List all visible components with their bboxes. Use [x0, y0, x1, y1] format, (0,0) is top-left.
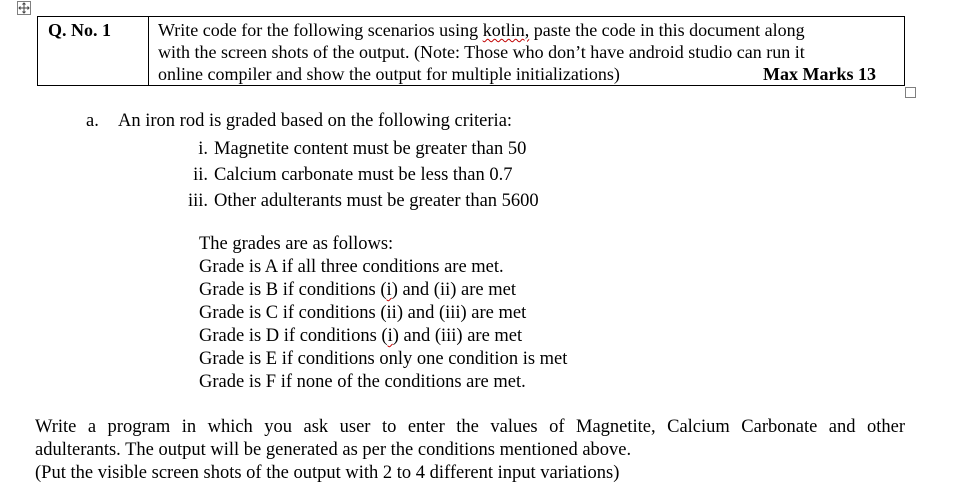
- question-text-cell: [149, 17, 905, 86]
- grades-heading: The grades are as follows:: [199, 234, 394, 254]
- criterion-text: Other adulterants must be greater than 5600: [214, 191, 539, 211]
- criterion-item: [198, 139, 527, 160]
- grade-line-c: Grade is C if conditions (ii) and (iii) are met: [199, 303, 527, 323]
- instructions-line-3: (Put the visible screen shots of the output with 2 to 4 different input variations): [35, 463, 620, 483]
- question-line-3: [158, 63, 898, 85]
- grade-line-e: Grade is E if conditions only one condition is met: [199, 349, 568, 369]
- part-a-intro-text: An iron rod is graded based on the following criteria:: [118, 111, 513, 131]
- grade-b-start: Grade is B if conditions (: [199, 280, 387, 300]
- question-line-1-start: Write code for the following scenarios using: [158, 20, 483, 40]
- table-resize-handle[interactable]: [905, 87, 916, 98]
- criterion-number: iii.: [187, 191, 208, 211]
- table-move-handle[interactable]: [17, 1, 31, 15]
- criterion-item: [193, 165, 513, 186]
- spellcheck-word: kotlin,: [482, 20, 530, 40]
- criterion-number: i.: [198, 139, 208, 159]
- grade-line-f: Grade is F if none of the conditions are met.: [199, 372, 526, 392]
- grades-block: [199, 233, 567, 394]
- grade-d-end: ) and (iii) are met: [392, 326, 523, 346]
- criterion-number: ii.: [193, 165, 208, 185]
- grade-line-b: [199, 279, 567, 302]
- spellcheck-word: i: [386, 280, 392, 300]
- part-a-intro: [86, 111, 512, 132]
- spellcheck-word: i: [387, 326, 393, 346]
- question-number-cell: [38, 17, 149, 86]
- instructions-paragraph: [35, 416, 905, 485]
- grade-line-d: [199, 325, 567, 348]
- grade-d-start: Grade is D if conditions (: [199, 326, 388, 346]
- grade-line-a: Grade is A if all three conditions are met.: [199, 257, 504, 277]
- question-number: Q. No. 1: [48, 20, 111, 40]
- question-line-3-text: online compiler and show the output for multiple initializations): [158, 64, 620, 84]
- criterion-item: [187, 191, 539, 212]
- question-line-1: [158, 19, 898, 41]
- criterion-text: Magnetite content must be greater than 50: [214, 139, 527, 159]
- criterion-text: Calcium carbonate must be less than 0.7: [214, 165, 513, 185]
- instructions-line-1: Write a program in which you ask user to enter the values of Magnetite, Calcium Carbonate and other: [35, 417, 905, 437]
- instructions-line-2: adulterants. The output will be generated as per the conditions mentioned above.: [35, 440, 632, 460]
- question-table: [37, 16, 905, 86]
- part-a-marker: a.: [86, 111, 99, 131]
- grade-b-end: ) and (ii) are met: [391, 280, 516, 300]
- max-marks: Max Marks 13: [763, 64, 876, 84]
- question-line-1-end: paste the code in this document along: [529, 20, 805, 40]
- question-line-2: with the screen shots of the output. (Note: Those who don’t have android studio can run it: [158, 42, 805, 62]
- move-arrows-icon: [18, 2, 30, 14]
